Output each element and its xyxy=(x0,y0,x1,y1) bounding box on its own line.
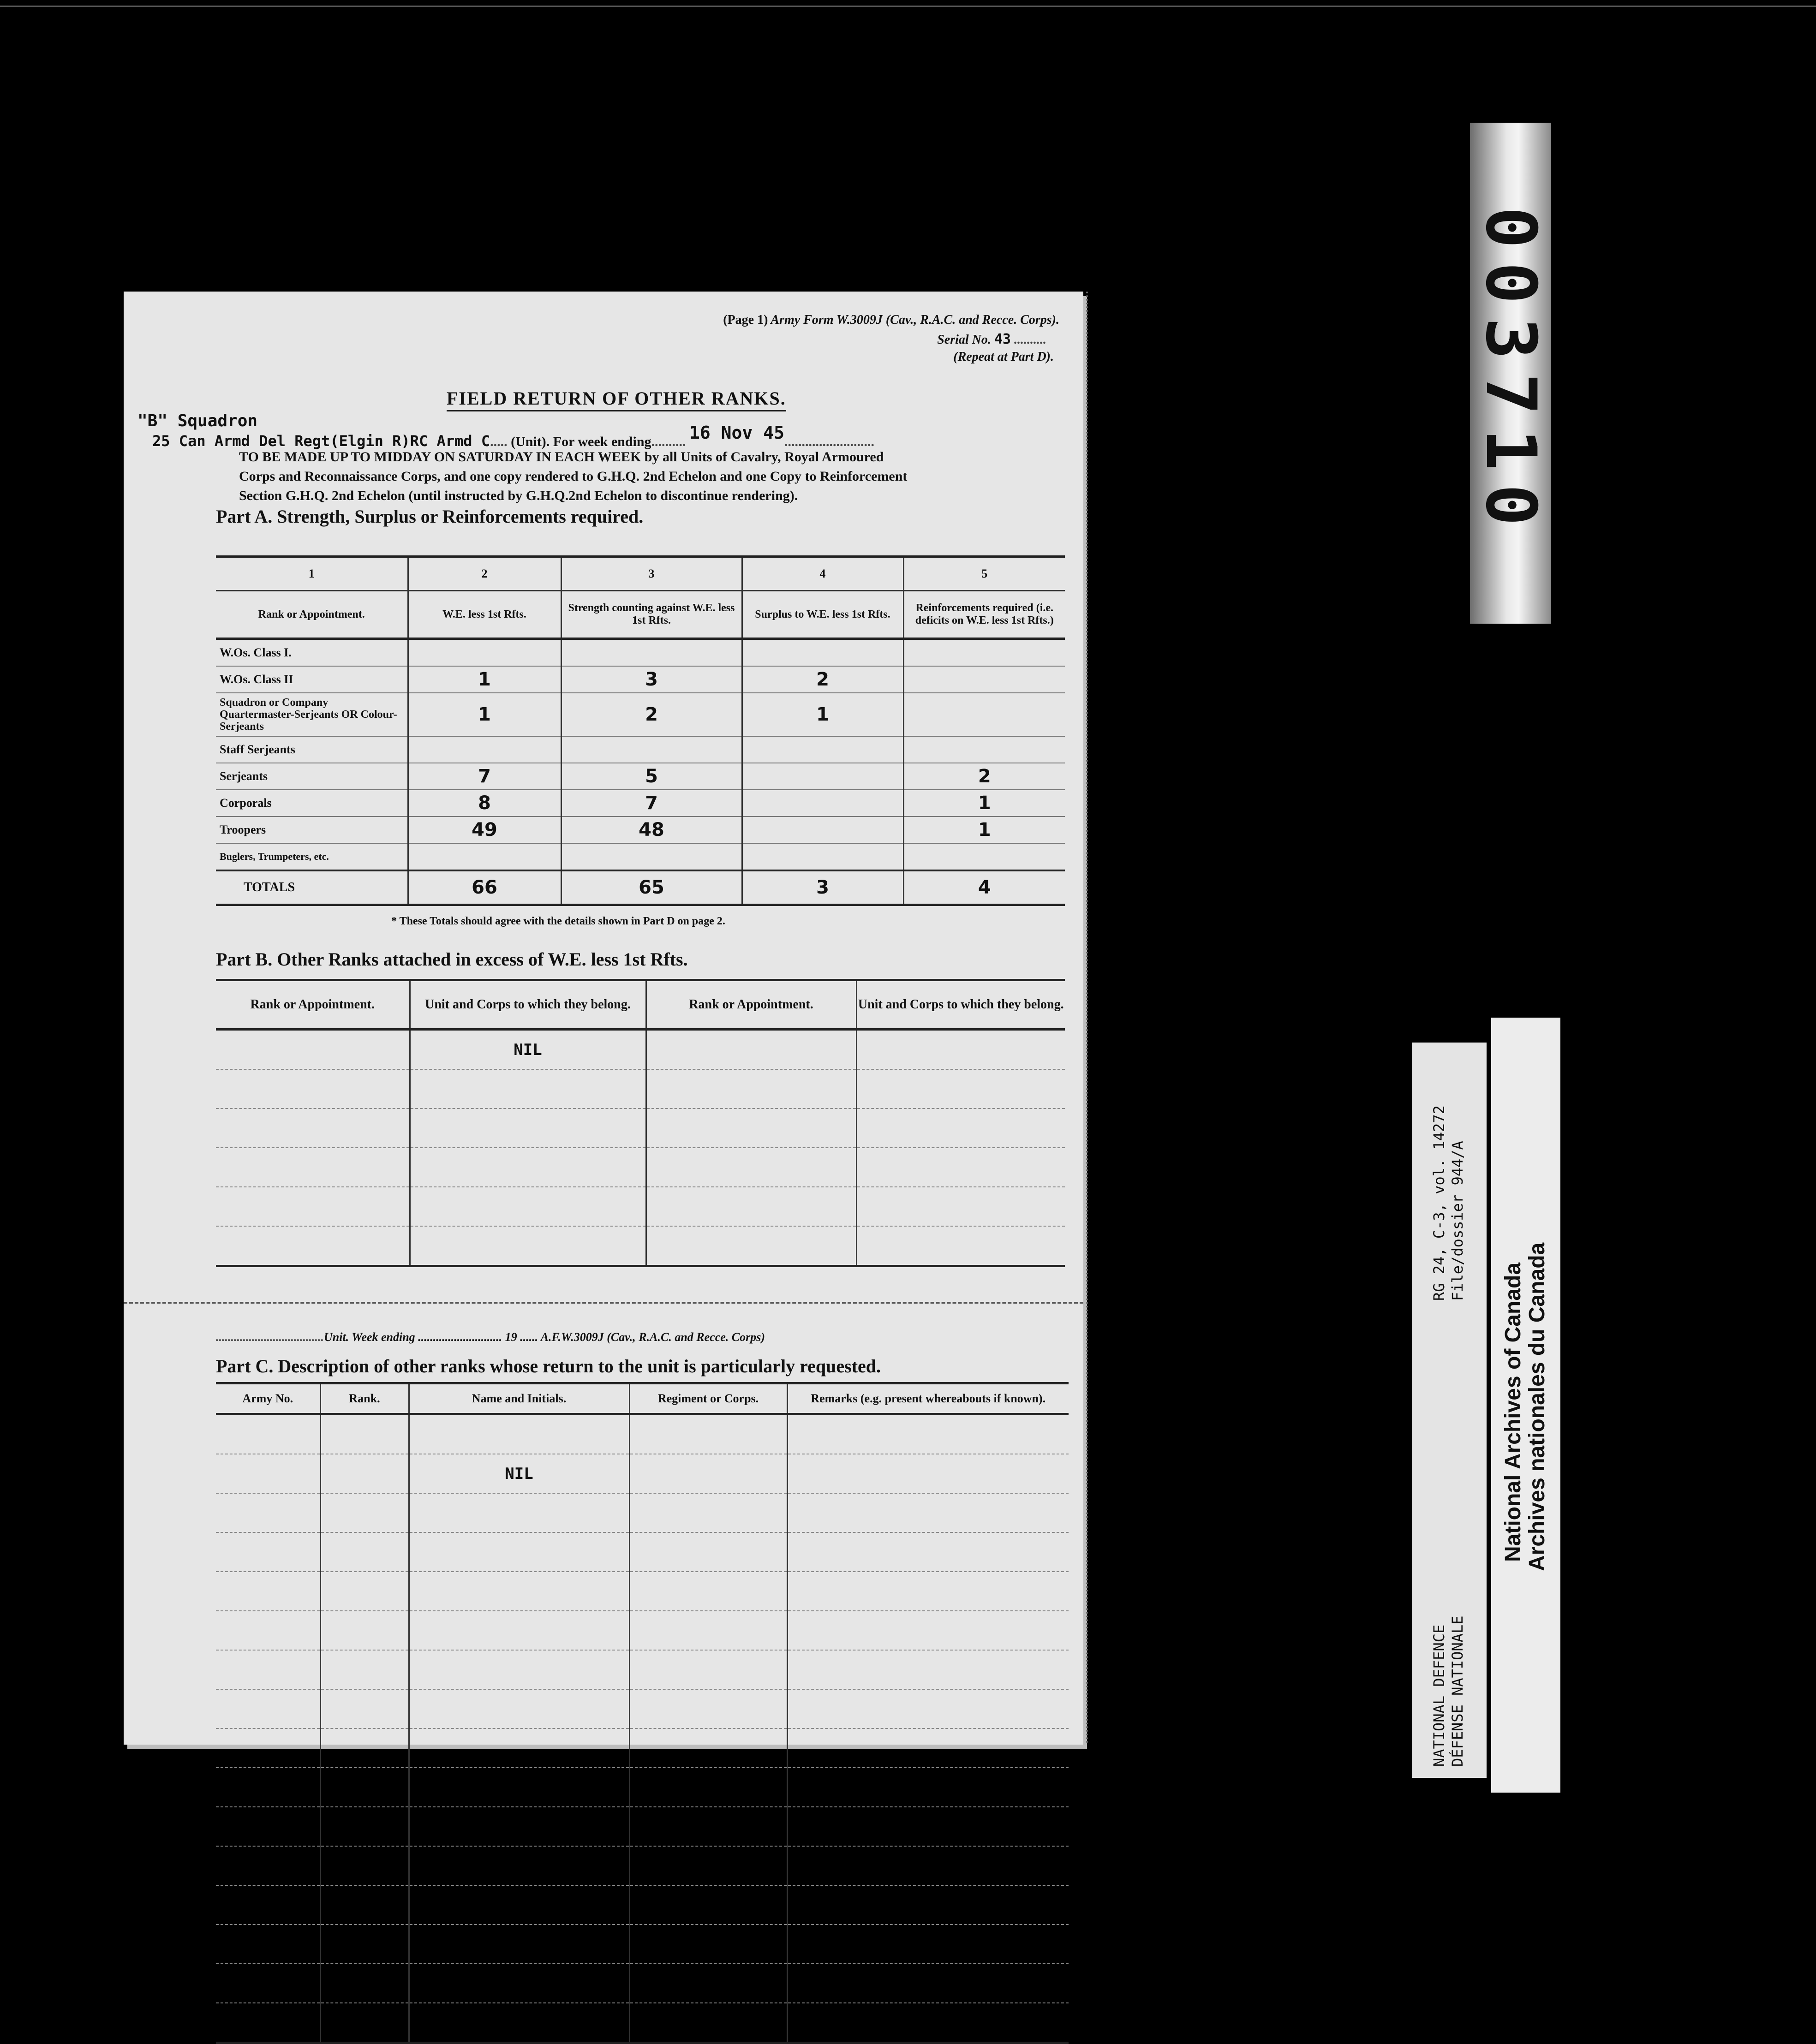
squadron-label: "B" Squadron xyxy=(137,411,258,430)
rank-cell: Staff Serjeants xyxy=(216,736,408,763)
col-header: Remarks (e.g. present whereabouts if known). xyxy=(787,1383,1069,1414)
surplus-cell xyxy=(742,816,903,843)
rank-cell: Corporals xyxy=(216,790,408,816)
table-row xyxy=(216,693,1065,736)
strength-cell: 48 xyxy=(561,816,742,843)
col-header: Rank or Appointment. xyxy=(216,980,410,1030)
col-header: Rank. xyxy=(320,1383,409,1414)
col-number: 5 xyxy=(903,557,1065,591)
strength-cell: 2 xyxy=(561,693,742,736)
part-a-table xyxy=(216,555,1065,906)
table-row xyxy=(216,666,1065,693)
col-header-reinforcements: Reinforcements required (i.e. deficits on W.E. less 1st Rfts.) xyxy=(903,591,1065,639)
table-row xyxy=(216,1611,1069,1650)
surplus-cell xyxy=(742,843,903,870)
col-number: 3 xyxy=(561,557,742,591)
part-b-table xyxy=(216,979,1065,1267)
surplus-cell xyxy=(742,763,903,790)
archives-name-en: National Archives of Canada xyxy=(1501,1262,1525,1562)
table-row xyxy=(216,1572,1069,1611)
table-row xyxy=(216,1964,1069,2003)
rank-cell: W.Os. Class II xyxy=(216,666,408,693)
table-row xyxy=(216,1108,1065,1148)
ref-line-1: RG 24, C-3, vol. 14272 xyxy=(1430,1105,1448,1301)
we-cell xyxy=(408,736,561,763)
tear-off-text: Unit. Week ending ............................ 19 ...... A.F.W.3009J (Cav., R.A.C. and Recce. Corps) xyxy=(324,1330,765,1344)
col-header-rank: Rank or Appointment. xyxy=(216,591,408,639)
form-id-line xyxy=(723,313,1059,328)
strength-cell: 3 xyxy=(561,666,742,693)
rank-cell: Serjeants xyxy=(216,763,408,790)
reinf-cell xyxy=(903,736,1065,763)
table-row xyxy=(216,1069,1065,1108)
totals-row xyxy=(216,870,1065,905)
reel-number: 003710 xyxy=(1470,207,1551,540)
rank-cell: Squadron or Company Quartermaster-Serjeants OR Colour-Serjeants xyxy=(216,693,408,736)
instructions xyxy=(239,447,1069,506)
nil-entry: NIL xyxy=(409,1454,629,1493)
part-c-table xyxy=(216,1382,1069,2044)
strength-cell xyxy=(561,639,742,667)
instruction-line: TO BE MADE UP TO MIDDAY ON SATURDAY IN EACH WEEK by all Units of Cavalry, Royal Armoured xyxy=(239,449,884,465)
instruction-line: Corps and Reconnaissance Corps, and one copy rendered to G.H.Q. 2nd Echelon and one Copy to Reinforcement xyxy=(239,469,908,484)
surplus-cell xyxy=(742,639,903,667)
col-header: Unit and Corps to which they belong. xyxy=(410,980,646,1030)
col-header: Unit and Corps to which they belong. xyxy=(856,980,1065,1030)
total-surplus: 3 xyxy=(742,870,903,905)
col-number: 1 xyxy=(216,557,408,591)
table-row xyxy=(216,1148,1065,1187)
unit-label: (Unit). For week ending xyxy=(511,434,651,449)
table-row xyxy=(216,639,1065,667)
reinf-cell: 1 xyxy=(903,816,1065,843)
table-row xyxy=(216,1493,1069,1532)
reinf-cell xyxy=(903,639,1065,667)
reinf-cell: 2 xyxy=(903,763,1065,790)
strength-cell: 7 xyxy=(561,790,742,816)
archive-reference-label xyxy=(1412,1043,1487,1778)
repeat-note: (Repeat at Part D). xyxy=(953,350,1054,364)
rank-cell: Troopers xyxy=(216,816,408,843)
week-ending-value: 16 Nov 45 xyxy=(689,423,784,443)
table-row xyxy=(216,1454,1069,1493)
rank-cell: W.Os. Class I. xyxy=(216,639,408,667)
part-a-heading: Part A. Strength, Surplus or Reinforcements required. xyxy=(216,506,644,527)
col-header-we: W.E. less 1st Rfts. xyxy=(408,591,561,639)
surplus-cell: 2 xyxy=(742,666,903,693)
tear-off-perforation xyxy=(124,1302,1083,1304)
we-cell: 8 xyxy=(408,790,561,816)
instruction-line: Section G.H.Q. 2nd Echelon (until instructed by G.H.Q.2nd Echelon to discontinue rendering). xyxy=(239,488,798,503)
dept-fr: DÉFENSE NATIONALE xyxy=(1449,1615,1466,1767)
ref-line-2: File/dossier 944/A xyxy=(1449,1141,1466,1301)
table-row xyxy=(216,763,1065,790)
perforation-edge xyxy=(1086,292,1088,1745)
form-id: Army Form W.3009J (Cav., R.A.C. and Recce. Corps). xyxy=(771,313,1059,327)
totals-footnote: * These Totals should agree with the details shown in Part D on page 2. xyxy=(391,915,725,927)
we-cell: 7 xyxy=(408,763,561,790)
part-c-heading: Part C. Description of other ranks whose return to the unit is particularly requested. xyxy=(216,1356,881,1377)
we-cell: 1 xyxy=(408,693,561,736)
col-header: Name and Initials. xyxy=(409,1383,629,1414)
table-row xyxy=(216,1689,1069,1728)
serial-label: Serial No. xyxy=(937,333,991,347)
form-title: FIELD RETURN OF OTHER RANKS. xyxy=(447,387,786,411)
unit-line: 25 Can Armd Del Regt(Elgin R)RC Armd C..... (Unit). For week ending.......... 16 Nov 45.......................... xyxy=(152,423,874,450)
strength-cell xyxy=(561,736,742,763)
we-cell xyxy=(408,843,561,870)
dept-en: NATIONAL DEFENCE xyxy=(1430,1624,1448,1767)
col-header: Regiment or Corps. xyxy=(629,1383,787,1414)
we-cell xyxy=(408,639,561,667)
table-row xyxy=(216,736,1065,763)
reinf-cell xyxy=(903,843,1065,870)
table-row xyxy=(216,790,1065,816)
col-number: 2 xyxy=(408,557,561,591)
table-row xyxy=(216,843,1065,870)
table-row xyxy=(216,816,1065,843)
part-b-heading: Part B. Other Ranks attached in excess of W.E. less 1st Rfts. xyxy=(216,949,688,970)
surplus-cell xyxy=(742,790,903,816)
table-row xyxy=(216,1885,1069,1925)
we-cell: 1 xyxy=(408,666,561,693)
reel-number-strip xyxy=(1470,123,1551,624)
table-row xyxy=(216,1925,1069,1964)
table-row xyxy=(216,2003,1069,2043)
table-row xyxy=(216,1414,1069,1454)
table-row xyxy=(216,1532,1069,1572)
table-row xyxy=(216,1187,1065,1226)
table-row xyxy=(216,1226,1065,1266)
table-row xyxy=(216,1650,1069,1689)
total-reinf: 4 xyxy=(903,870,1065,905)
table-row xyxy=(216,1030,1065,1070)
table-row xyxy=(216,1846,1069,1885)
col-header: Army No. xyxy=(216,1383,320,1414)
unit-typed: 25 Can Armd Del Regt(Elgin R)RC Armd C xyxy=(152,432,490,450)
col-header-surplus: Surplus to W.E. less 1st Rfts. xyxy=(742,591,903,639)
surplus-cell: 1 xyxy=(742,693,903,736)
nil-entry: NIL xyxy=(410,1030,646,1070)
col-number: 4 xyxy=(742,557,903,591)
form-page xyxy=(124,292,1083,1745)
reinf-cell xyxy=(903,666,1065,693)
page-ref: (Page 1) xyxy=(723,313,768,327)
total-strength: 65 xyxy=(561,870,742,905)
national-archives-label xyxy=(1491,1018,1560,1793)
reinf-cell: 1 xyxy=(903,790,1065,816)
table-row xyxy=(216,1728,1069,1768)
col-header: Rank or Appointment. xyxy=(646,980,856,1030)
total-we: 66 xyxy=(408,870,561,905)
table-row xyxy=(216,1768,1069,1807)
serial-value: 43 xyxy=(994,331,1011,347)
we-cell: 49 xyxy=(408,816,561,843)
reinf-cell xyxy=(903,693,1065,736)
archives-name-fr: Archives nationales du Canada xyxy=(1525,1242,1549,1571)
table-row xyxy=(216,1807,1069,1846)
tear-off-line: ....................................Unit. Week ending ............................ 19 ...... A.F.W.3009J (Cav., R.A.C. and Recce. Corps) xyxy=(216,1330,765,1344)
col-header-strength: Strength counting against W.E. less 1st Rfts. xyxy=(561,591,742,639)
scan-border-line xyxy=(0,6,1816,7)
strength-cell xyxy=(561,843,742,870)
totals-label: TOTALS xyxy=(216,870,408,905)
strength-cell: 5 xyxy=(561,763,742,790)
rank-cell: Buglers, Trumpeters, etc. xyxy=(216,843,408,870)
serial-line: Serial No. 43 .......... xyxy=(937,331,1046,347)
surplus-cell xyxy=(742,736,903,763)
